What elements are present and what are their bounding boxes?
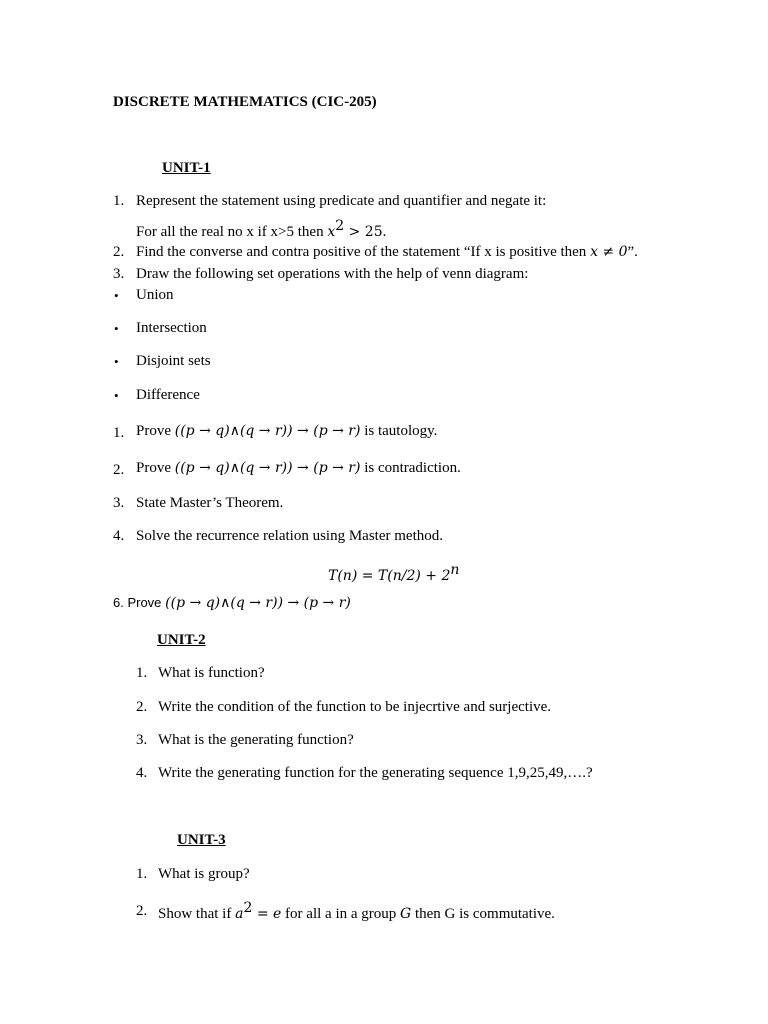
unit2-item-num: 3. <box>136 732 148 748</box>
unit1-q2-num: 2. <box>113 244 125 260</box>
unit2-item-num: 4. <box>136 765 148 781</box>
unit1-p2-line <box>136 460 461 477</box>
unit3-heading: UNIT-3 <box>177 832 226 848</box>
unit1-p1-suffix: is tautology. <box>364 423 438 439</box>
unit1-p4-text: Solve the recurrence relation using Master method. <box>136 528 443 544</box>
unit2-item-num: 1. <box>136 665 148 681</box>
unit3-q2-math-a: a <box>235 906 244 922</box>
unit1-p2-expr: ((p → q)∧(q → r)) → (p → r) <box>174 460 361 476</box>
unit1-heading: UNIT-1 <box>162 160 211 176</box>
unit1-p3-num: 3. <box>113 495 125 511</box>
unit1-q2-math: x ≠ 0 <box>590 244 628 260</box>
unit3-q2-math-eq: = e <box>252 906 282 922</box>
unit3-q1-num: 1. <box>136 866 148 882</box>
unit1-p4-num: 4. <box>113 528 125 544</box>
unit1-q1-tail: . <box>382 224 387 240</box>
unit1-p2-suffix: is contradiction. <box>364 460 461 476</box>
unit1-q1-math-sup: 2 <box>335 218 345 234</box>
unit1-q1-math-tail: > 25 <box>344 224 383 240</box>
unit3-q2-mid: for all a in a group <box>285 906 397 922</box>
unit1-p6-expr: ((p → q)∧(q → r)) → (p → r) <box>165 595 351 611</box>
unit1-q2-text: Find the converse and contra positive of the statement “If x is positive then <box>136 244 587 260</box>
bullet-icon: • <box>114 288 119 303</box>
unit1-q1-line2-prefix: For all the real no x if x>5 then <box>136 224 324 240</box>
unit1-p3-text: State Master’s Theorem. <box>136 495 284 511</box>
unit1-p6-prefix: 6. Prove <box>113 595 162 610</box>
unit1-p2-prefix: Prove <box>136 460 171 476</box>
unit1-q1-num: 1. <box>113 193 125 209</box>
bullet-icon: • <box>114 321 119 336</box>
unit2-item-text: What is function? <box>158 665 265 681</box>
unit1-p1-prefix: Prove <box>136 423 171 439</box>
recurrence-equation <box>328 562 459 585</box>
bullet-item-difference: Difference <box>136 387 200 403</box>
bullet-item-union: Union <box>136 287 174 303</box>
unit1-q1-line2 <box>136 218 386 241</box>
unit2-item-text: Write the condition of the function to be injecrtive and surjective. <box>158 699 552 715</box>
unit1-p1-num: 1. <box>113 425 125 441</box>
unit2-item-text: Write the generating function for the generating sequence 1,9,25,49,….? <box>158 765 593 781</box>
unit1-p2-num: 2. <box>113 462 125 478</box>
unit1-q2-tail: ”. <box>627 244 638 260</box>
unit3-q2-suffix: then G is commutative. <box>414 906 555 922</box>
bullet-item-intersection: Intersection <box>136 320 207 336</box>
unit1-p1-expr: ((p → q)∧(q → r)) → (p → r) <box>174 423 361 439</box>
unit2-item-num: 2. <box>136 699 148 715</box>
unit1-q1-text: Represent the statement using predicate and quantifier and negate it: <box>136 193 547 209</box>
unit1-q3-num: 3. <box>113 266 125 282</box>
unit1-p6-line <box>113 595 351 612</box>
unit1-q2-line <box>136 244 638 261</box>
bullet-icon: • <box>114 388 119 403</box>
unit1-q1-math-x: x <box>327 224 336 240</box>
document-title: DISCRETE MATHEMATICS (CIC-205) <box>113 94 377 110</box>
unit3-q2-math-sup: 2 <box>243 900 253 916</box>
bullet-item-disjoint-sets: Disjoint sets <box>136 353 211 369</box>
unit1-q3-text: Draw the following set operations with the help of venn diagram: <box>136 266 529 282</box>
recurrence-sup: n <box>450 562 460 578</box>
unit2-item-text: What is the generating function? <box>158 732 354 748</box>
unit3-q2-math-g: G <box>400 906 412 922</box>
unit3-q2-line <box>158 900 555 923</box>
recurrence-expr: T(n) = T(n/2) + 2 <box>328 568 451 584</box>
unit2-heading: UNIT-2 <box>157 632 206 648</box>
bullet-icon: • <box>114 354 119 369</box>
unit3-q2-prefix: Show that if <box>158 906 232 922</box>
unit1-p1-line <box>136 423 437 440</box>
unit3-q2-num: 2. <box>136 903 148 919</box>
unit3-q1-text: What is group? <box>158 866 250 882</box>
